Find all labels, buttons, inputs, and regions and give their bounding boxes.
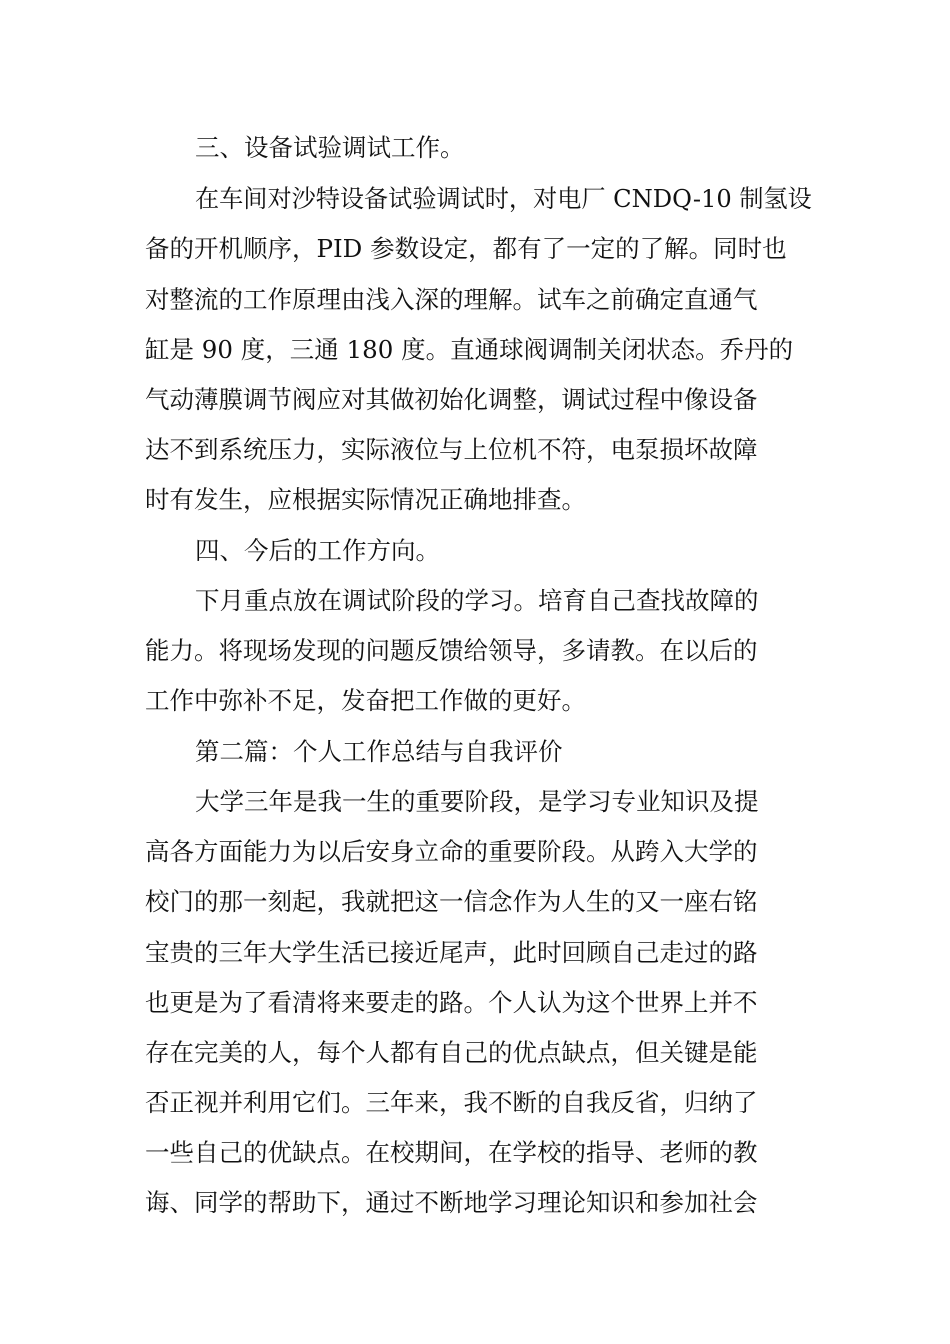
paragraph-line: 下月重点放在调试阶段的学习。培育自己查找故障的 — [195, 586, 759, 615]
chapter-title: 第二篇：个人工作总结与自我评价 — [195, 737, 563, 766]
paragraph-line: 达不到系统压力，实际液位与上位机不符，电泵损坏故障 — [145, 435, 758, 464]
paragraph-line: 存在完美的人，每个人都有自己的优点缺点，但关键是能 — [145, 1038, 758, 1067]
paragraph-line: 一些自己的优缺点。在校期间，在学校的指导、老师的教 — [145, 1138, 758, 1167]
paragraph-line: 宝贵的三年大学生活已接近尾声，此时回顾自己走过的路 — [145, 938, 758, 967]
paragraph-line: 在车间对沙特设备试验调试时，对电厂 CNDQ-10 制氢设 — [195, 184, 812, 213]
paragraph-line: 也更是为了看清将来要走的路。个人认为这个世界上并不 — [145, 988, 758, 1017]
paragraph-line: 大学三年是我一生的重要阶段，是学习专业知识及提 — [195, 787, 759, 816]
section-heading-4: 四、今后的工作方向。 — [195, 536, 440, 565]
section-heading-3: 三、设备试验调试工作。 — [195, 133, 465, 162]
paragraph-line: 对整流的工作原理由浅入深的理解。试车之前确定直通气 — [145, 285, 758, 314]
paragraph-line: 时有发生，应根据实际情况正确地排查。 — [145, 485, 586, 514]
paragraph-line: 诲、同学的帮助下，通过不断地学习理论知识和参加社会 — [145, 1188, 758, 1217]
paragraph-line: 否正视并利用它们。三年来，我不断的自我反省，归纳了 — [145, 1088, 758, 1117]
paragraph-line: 备的开机顺序，PID 参数设定，都有了一定的了解。同时也 — [145, 234, 787, 263]
paragraph-line: 校门的那一刻起，我就把这一信念作为人生的又一座右铭 — [145, 887, 758, 916]
paragraph-line: 工作中弥补不足，发奋把工作做的更好。 — [145, 686, 586, 715]
paragraph-line: 高各方面能力为以后安身立命的重要阶段。从跨入大学的 — [145, 837, 758, 866]
paragraph-line: 能力。将现场发现的问题反馈给领导，多请教。在以后的 — [145, 636, 758, 665]
paragraph-line: 气动薄膜调节阀应对其做初始化调整，调试过程中像设备 — [145, 385, 758, 414]
paragraph-line: 缸是 90 度，三通 180 度。直通球阀调制关闭状态。乔丹的 — [145, 335, 794, 364]
